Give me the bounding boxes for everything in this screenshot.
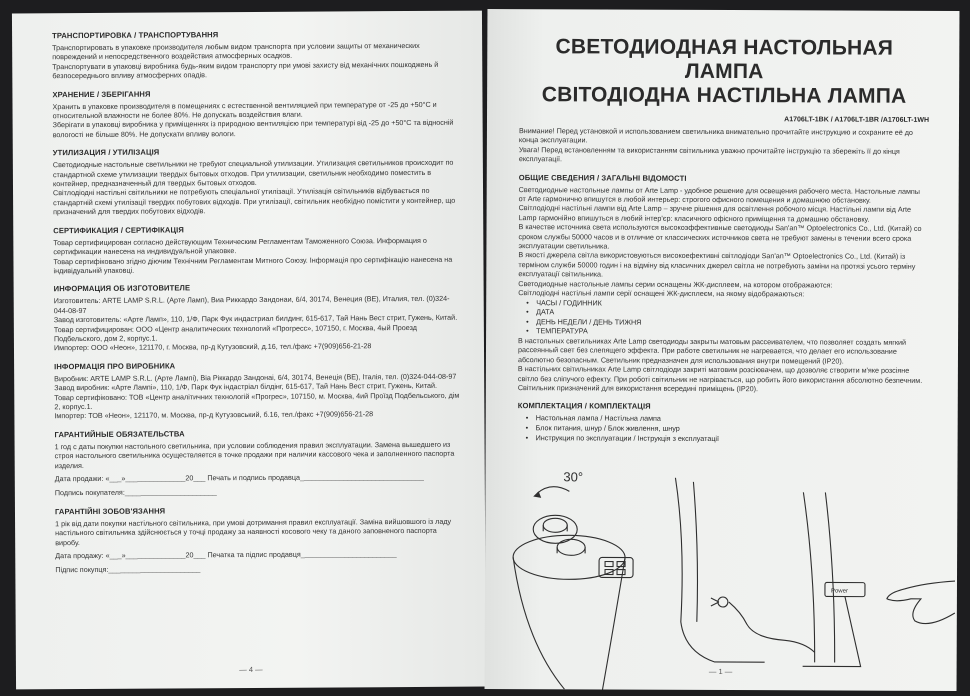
form-field-line: Подпись покупателя:_______________________ [54, 487, 217, 498]
title-ua: СВІТОДІОДНА НАСТІЛЬНА ЛАМПА [541, 83, 907, 108]
paragraph: Завод изготовитель: «Арте Ламп», 110, 1/Ф, Парк Фук индастриал билдинг, 615-617, Тай Нань Вест стрит, Гужень, Китай. [53, 312, 458, 325]
rotation-arrow-icon [537, 487, 569, 494]
paragraph: Зберігати в упаковці виробника у приміщеннях із природною вентиляцією при температурі від -25 до +50°С та відносній вологості не більше 80%. Не допускати впливу вологи. [52, 118, 454, 140]
section-title: УТИЛИЗАЦИЯ / УТИЛІЗАЦІЯ [52, 147, 160, 158]
general-paragraph: В настільних світильниках Arte Lamp світлодіоди закриті матовим розсіювачем, що дозволяє створити м'яке розсіяне світло без сліпучого ефекту. При роботі світильник не нагрівається, що робить його використання абсолютно безпечним. Світильник призначений для використання всередині приміщень (IP20). [517, 364, 923, 394]
form-field-line: Підпис покупця:_______________________ [55, 564, 201, 575]
lamp-illustration [485, 461, 958, 691]
hand-icon [887, 581, 955, 624]
display-list-item: • ДАТА [536, 307, 928, 318]
kit-list-item: • Настольная лампа / Настільна лампа [536, 414, 928, 425]
form-field-line: Дата продажу: «___»_______________20___ Печатка та підпис продавця________________________ [55, 549, 397, 561]
intro-paragraph: Внимание! Перед установкой и использованием светильника внимательно прочитайте инструкцию и сохраните её до конца эксплуатации. [518, 126, 913, 145]
paragraph: Транспортировать в упаковке производителя любым видом транспорта при условии защиты от механических повреждений и непосредственного воздействия атмосферных осадков. [52, 40, 420, 62]
section-title: СЕРТИФИКАЦИЯ / СЕРТИФІКАЦІЯ [53, 225, 184, 235]
angle-label: 30° [563, 469, 584, 485]
paragraph: Светодиодные настольные светильники не требуют специальной утилизации. Утилизация светильников происходит по стандартной схеме утилизации твердых бытовых отходов. При утилизации, светильник необходимо поместить в контейнер, предназначенный для твердых бытовых отходов. [52, 157, 454, 189]
paragraph: Завод виробник: «Арте Лампі», 110, 1/Ф, Парк Фук індастріал білдінг, 615-617, Тай Нань Вест стрит, Гужень, Китай. [54, 381, 438, 393]
left-page [12, 11, 486, 690]
general-paragraph: В качестве источника света используются высокоэффективные светодиоды San'an™ Optoelectronics Co., Ltd. (Китай) со сроком службы 50000 часов и в отличие от классических источников света не требуют замены в течении всего срока эксплуатации светильника. [518, 222, 922, 251]
paragraph: Товар сертифіковано: ТОВ «Центр аналітичних технологій «Прогрес», 107150, м. Москва, 4ий Проїзд Подбельського, дім 2, корпус.1. [54, 390, 460, 412]
paragraph: Хранить в упаковке производителя в помещениях с естественной вентиляцией при температуре от -25 до +50°С и относительной влажности не более 80%. Не допускать воздействия влаги. [52, 99, 437, 121]
section-title: ТРАНСПОРТИРОВКА / ТРАНСПОРТУВАННЯ [52, 30, 219, 41]
general-paragraph: Светодиодные настольные лампы от Arte Lamp - удобное решение для освещения рабочего места. Настольные лампы от Arte гармонично впишутся в любой интерьер: строгого офисного помещения и домашнюю обстановку. [518, 184, 921, 205]
section-title: ХРАНЕНИЕ / ЗБЕРІГАННЯ [52, 89, 151, 99]
general-paragraph: Світлодіодні настільні лампи серії оснащені ЖК-дисплеєм, на якому відображаються: [518, 288, 805, 299]
paragraph: 1 рік від дати покупки настільного світильника, при умові дотримання правил експлуатації. Заміна вийшовшого із ладу настільного світильника здійснюється у точці продажу за наявності косового чеку та даного заповненого паспорта виробу. [55, 516, 452, 547]
kit-list-item: • Инструкция по эксплуатации / Інструкція з експлуатації [536, 433, 928, 444]
page-number-right: — 1 — [708, 666, 733, 677]
paragraph: Изготовитель: ARTE LAMP S.R.L. (Арте Ламп), Виа Риккардо Зандонаи, 6/4, 30174, Венеция (ВЕ), Италия, тел. (0)324-044-08-97 [53, 294, 450, 315]
kit-list-item: • Блок питания, шнур / Блок живлення, шнур [536, 423, 928, 434]
power-label: Power [830, 588, 848, 595]
display-list-item: • ДЕНЬ НЕДЕЛИ / ДЕНЬ ТИЖНЯ [536, 317, 928, 328]
kit-title: КОМПЛЕКТАЦИЯ / КОМПЛЕКТАЦІЯ [517, 401, 651, 412]
intro-block [519, 126, 929, 165]
paragraph: Товар сертифицирован согласно действующим Техническим Регламентам Таможенного Союза. Информация о сертификации нанесена на индивидуальной упаковке. [53, 235, 427, 257]
page-number-left: — 4 — [239, 664, 263, 675]
section-title: ГАРАНТІЙНІ ЗОБОВ'ЯЗАННЯ [54, 506, 166, 517]
paragraph: Импортер: ООО «Неон», 121170, г. Москва, пр-д Кутузовский, д.16, тел./факс +7(909)656-21-28 [53, 341, 372, 353]
paragraph: Товар сертифицирован: ООО «Центр аналитических технологий «Прогресс», 107150, г. Москва, 4ый Проезд Подбельского, дом 2, корпус.1. [53, 322, 417, 344]
form-field-line: Дата продажи: «___»_______________20___ Печать и подпись продавца_______________________________ [54, 471, 424, 484]
display-list-item: • ЧАСЫ / ГОДИННИК [536, 298, 928, 309]
model-numbers: A1706LT-1BK / A1706LT-1BR /A1706LT-1WH [784, 116, 930, 124]
title-ru: СВЕТОДИОДНАЯ НАСТОЛЬНАЯ ЛАМПА [555, 35, 894, 84]
general-paragraph: Светодиодные настольные лампы серии оснащены ЖК-дисплеем, на котором отображаются: [518, 278, 833, 290]
right-page [485, 9, 960, 691]
general-paragraph: В настольных светильниках Arte Lamp светодиоды закрыты матовым рассеивателем, что позволяет создать мягкий рассеянный свет без слепящего эффекта. При работе светильник не нагревается, что делает его использование абсолютно безопасным. Светильник предназначен для использования внутри помещений (IP20). [517, 335, 907, 366]
general-block [518, 185, 928, 300]
paragraph: Світлодіодні настільні світильники не потребують спеціальної утилізації. Утилізація світильників відбувається по стандартній схемі утилізації твердих побутових відходів. При утилізації, світильник необхідно помістити у контейнер, що призначений для твердих побутових відходів. [53, 186, 456, 217]
paragraph: Виробник: ARTE LAMP S.R.L. (Арте Лампі), Віа Ріккардо Зандонаі, 6/4, 30174, Венеція (ВЕ), Італія, тел. (0)324-044-08-97 [54, 371, 457, 383]
paragraph: Товар сертифіковано згідно діючим Технічним Регламентам Митного Союзу. Інформація про сертифікацію нанесена на індивідуальній упаковці. [53, 254, 453, 276]
section-title: ИНФОРМАЦИЯ ОБ ИЗГОТОВИТЕЛЕ [53, 283, 191, 294]
section-title: ІНФОРМАЦІЯ ПРО ВИРОБНИКА [54, 361, 176, 371]
paragraph: 1 год с даты покупки настольного светильника, при условии соблюдения правил эксплуатации. Замена вышедшего из строя настольного светильника осуществляется в точке продажи при наличии кассового чека и заполненного паспорта изделия. [54, 439, 455, 470]
general-paragraph: В якості джерела світла використовуються високоефективні світлодіоди San'an™ Optoelectronics Co., Ltd. (Китай) із терміном служби 50000 годин і на відміну від класичних джерел світла не потребують заміни на протязі усього терміну експлуатації світильника. [518, 250, 916, 279]
general2-block [518, 336, 928, 394]
intro-paragraph: Увага! Перед встановленням та використанням світильника уважно прочитайте інструкцію та збережіть її до кінця експлуатації. [518, 144, 900, 164]
general-paragraph: Світлодіодні настільні лампи від Arte Lamp – зручне рішення для освітлення робочого місця. Настільні лампи від Arte Lamp гармонійно впишуться в любий інтер'єр: класичного офісного приміщення та домашню обстановку. [518, 203, 912, 224]
kit-list [518, 413, 928, 444]
section-title: ГАРАНТИЙНЫЕ ОБЯЗАТЕЛЬСТВА [54, 429, 185, 439]
display-list-item: • ТЕМПЕРАТУРА [536, 326, 928, 337]
paragraph: Імпортер: ТОВ «Неон», 121170, м. Москва, пр-д Кутузовський, б.16, тел./факс +7(909)656-21-28 [54, 409, 374, 421]
display-list [518, 298, 928, 338]
general-title: ОБЩИЕ СВЕДЕНИЯ / ЗАГАЛЬНІ ВІДОМОСТІ [518, 172, 687, 183]
paragraph: Транспортувати в упаковці виробника будь-яким видом транспорту при умові захисту від механічних пошкоджень й безпосереднього впливу атмосферних опадів. [52, 59, 439, 81]
